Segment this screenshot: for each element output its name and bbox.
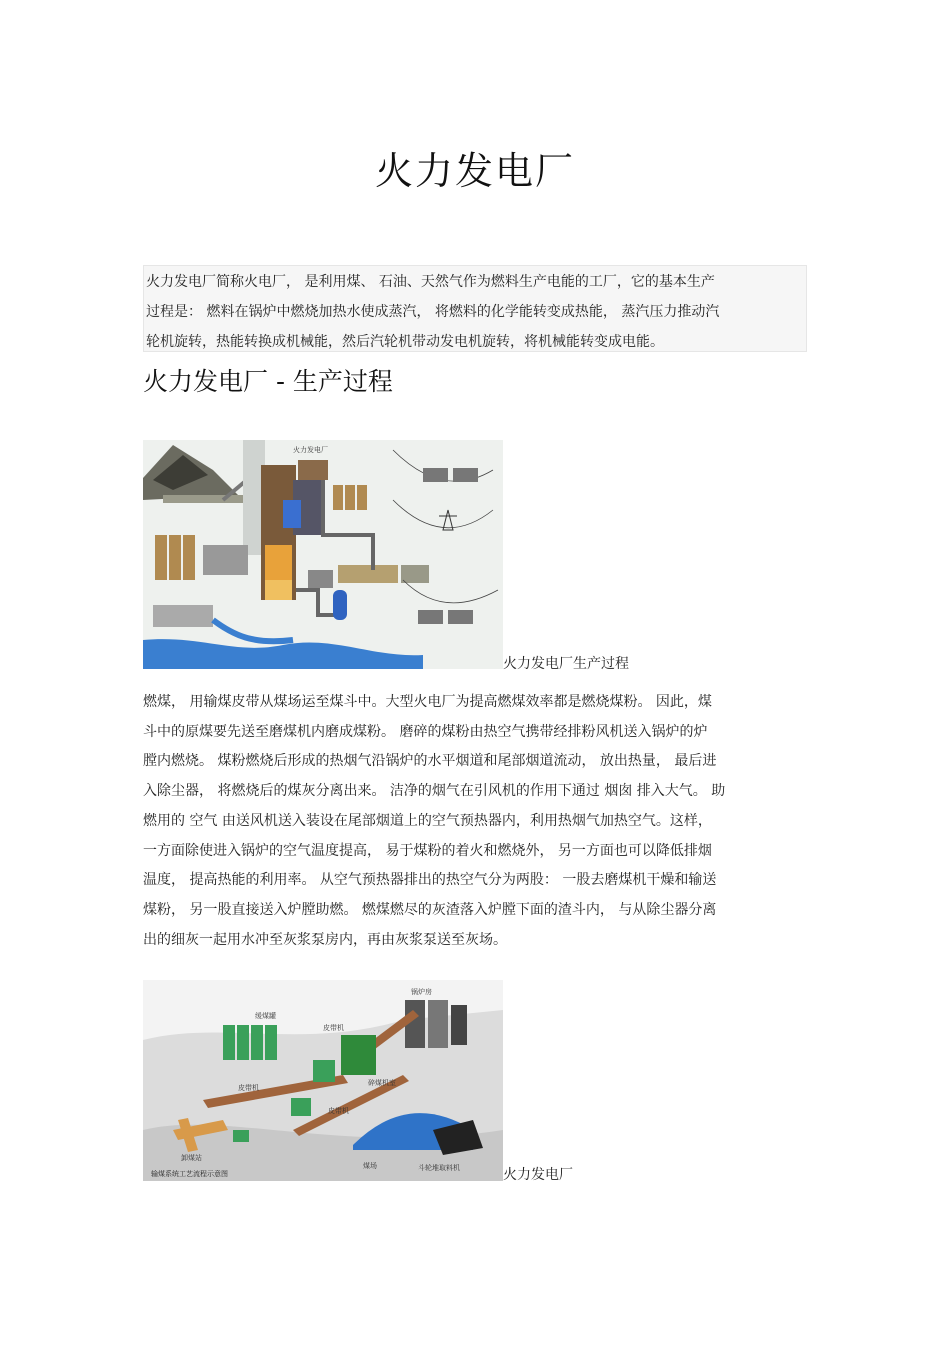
body-line: 出的细灰一起用水冲至灰浆泵房内，再由灰浆泵送至灰场。 <box>143 931 507 948</box>
section-title: 火力发电厂 - 生产过程 <box>143 367 393 396</box>
label-belt-2: 皮带机 <box>323 1024 344 1032</box>
label-coal-yard: 煤场 <box>363 1162 377 1170</box>
figure2-caption: 火力发电厂 <box>503 1167 573 1183</box>
intro-box <box>143 265 807 352</box>
power-plant-process-figure <box>143 440 503 669</box>
label-belt-1: 皮带机 <box>238 1084 259 1092</box>
intro-line: 火力发电厂简称火电厂， 是利用煤、 石油、天然气作为燃料生产电能的工厂，它的基本生产 <box>146 274 715 290</box>
coal-conveying-figure <box>143 980 503 1181</box>
figure1-caption: 火力发电厂生产过程 <box>503 656 629 672</box>
page-title: 火力发电厂 <box>374 149 575 193</box>
intro-line: 轮机旋转，热能转换成机械能，然后汽轮机带动发电机旋转，将机械能转变成电能。 <box>146 334 664 350</box>
body-line: 斗中的原煤要先送至磨煤机内磨成煤粉。 磨碎的煤粉由热空气携带经排粉风机送入锅炉的炉 <box>143 723 708 740</box>
intro-line: 过程是： 燃料在锅炉中燃烧加热水使成蒸汽， 将燃料的化学能转变成热能， 蒸汽压力推动汽 <box>146 304 720 320</box>
label-stacker: 斗轮堆取料机 <box>418 1164 460 1172</box>
label-boiler-room: 锅炉房 <box>411 988 432 996</box>
body-line: 燃用的 空气 由送风机送入装设在尾部烟道上的空气预热器内，利用热烟气加热空气。这样， <box>143 812 712 829</box>
body-line: 温度， 提高热能的利用率。 从空气预热器排出的热空气分为两股： 一股去磨煤机干燥和输送 <box>143 872 717 889</box>
label-crusher: 碎煤机室 <box>368 1079 396 1087</box>
body-line: 燃煤， 用输煤皮带从煤场运至煤斗中。大型火电厂为提高燃煤效率都是燃烧煤粉。 因此，煤 <box>143 694 712 710</box>
body-paragraph <box>143 688 807 955</box>
label-unloading: 卸煤站 <box>181 1154 202 1162</box>
body-line: 膛内燃烧。 煤粉燃烧后形成的热烟气沿锅炉的水平烟道和尾部烟道流动， 放出热量， 最后进 <box>143 753 717 770</box>
figure1-inner-label: 火力发电厂 <box>293 446 328 454</box>
body-line: 煤粉， 另一股直接送入炉膛助燃。 燃煤燃尽的灰渣落入炉膛下面的渣斗内， 与从除尘器分离 <box>143 901 717 918</box>
body-line: 一方面除使进入锅炉的空气温度提高， 易于煤粉的着火和燃烧外， 另一方面也可以降低排烟 <box>143 842 712 859</box>
label-belt-3: 皮带机 <box>328 1107 349 1115</box>
label-coal-bunker: 缓煤罐 <box>255 1012 276 1020</box>
figure2-inner-caption: 输煤系统工艺流程示意图 <box>151 1170 228 1178</box>
body-line: 入除尘器， 将燃烧后的煤灰分离出来。 洁净的烟气在引风机的作用下通过 烟囱 排入大气。 助 <box>143 783 726 800</box>
